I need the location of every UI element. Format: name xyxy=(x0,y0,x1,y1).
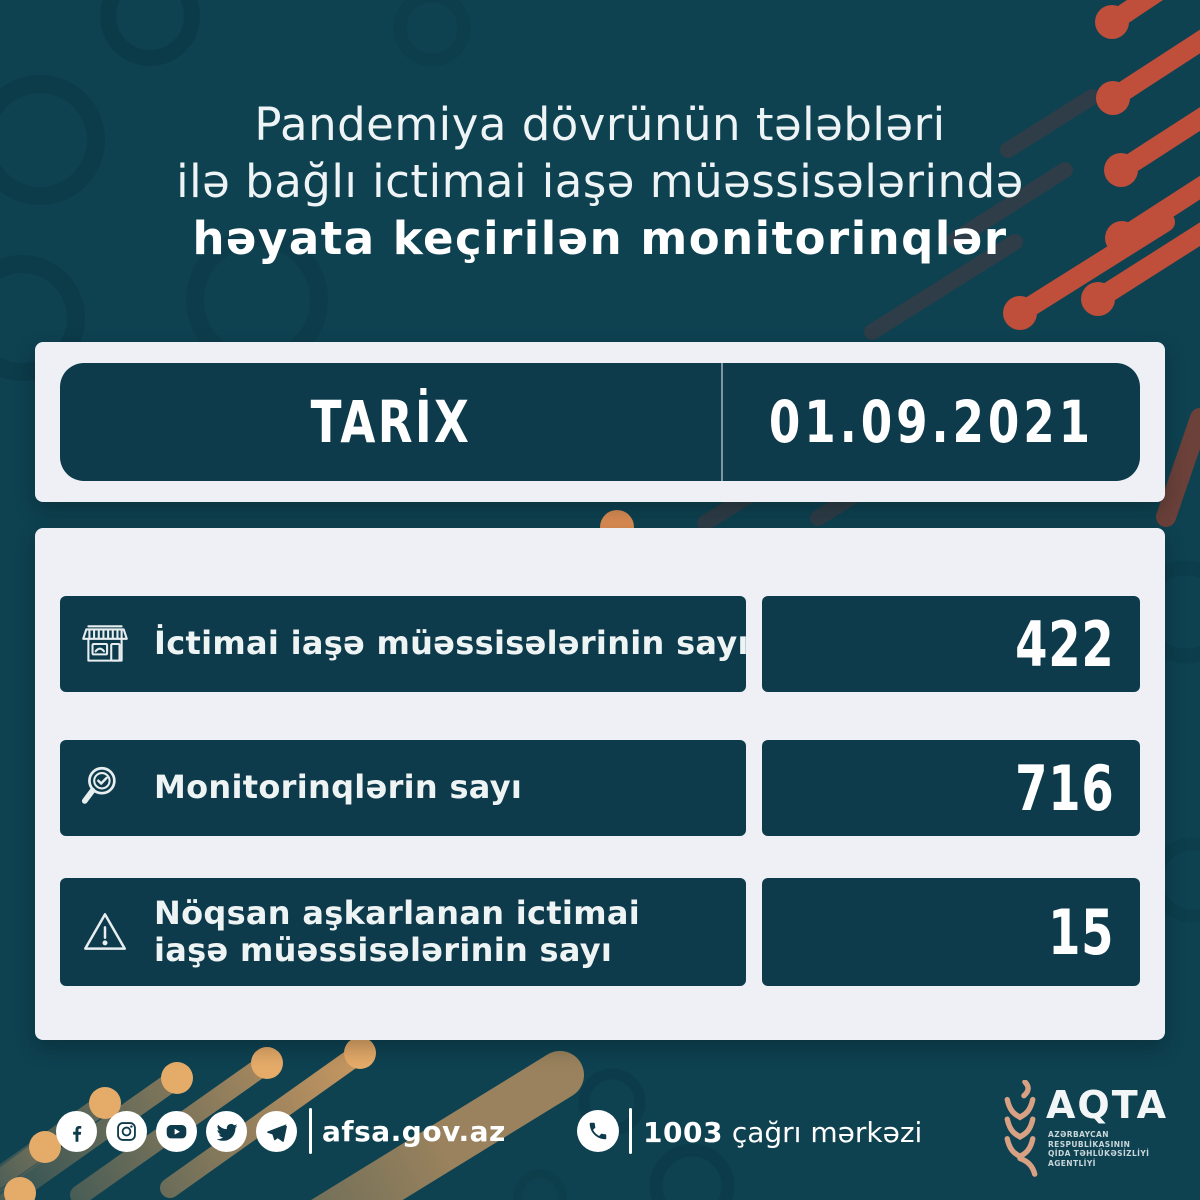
title-line-3: həyata keçirilən monitorinqlər xyxy=(192,212,1008,265)
stat-row-establishments xyxy=(60,596,1140,692)
call-center xyxy=(643,1116,922,1149)
website-link[interactable]: afsa.gov.az xyxy=(322,1115,506,1148)
stat-label: Monitorinqlərin sayı xyxy=(154,768,523,807)
title-line-2: ilə bağlı ictimai iaşə müəssisələrində xyxy=(176,155,1024,208)
stat-row-violations xyxy=(60,878,1140,986)
stat-value: 716 xyxy=(1014,751,1114,825)
footer-divider xyxy=(309,1108,312,1154)
aqta-org-name: AZƏRBAYCAN RESPUBLİKASININ QİDA TƏHLÜKƏSİZLİYİ AGENTLİYİ xyxy=(1048,1130,1150,1168)
footer-divider xyxy=(629,1108,632,1154)
title-line-1: Pandemiya dövrünün tələbləri xyxy=(254,98,946,151)
stat-label: İctimai iaşə müəssisələrinin sayı xyxy=(154,624,749,663)
storefront-icon xyxy=(78,617,132,671)
stat-label-box xyxy=(60,596,749,692)
date-card-panel xyxy=(60,363,1140,481)
stats-card xyxy=(35,528,1165,1040)
date-label: TARİX xyxy=(310,388,471,456)
instagram-icon[interactable] xyxy=(106,1111,147,1152)
stat-row-monitorings xyxy=(60,740,1140,836)
social-links xyxy=(56,1111,297,1152)
date-card xyxy=(35,342,1165,502)
warning-triangle-icon xyxy=(78,905,132,959)
stat-value: 422 xyxy=(1014,607,1114,681)
facebook-icon[interactable] xyxy=(56,1111,97,1152)
stat-label: Nöqsan aşkarlanan ictimai iaşə müəssisələrinin sayı xyxy=(154,894,640,969)
telegram-icon[interactable] xyxy=(256,1111,297,1152)
aqta-logo xyxy=(1000,1080,1180,1184)
aqta-wordmark: AQTA xyxy=(1046,1083,1169,1127)
wheat-icon xyxy=(1000,1080,1040,1178)
phone-icon xyxy=(577,1110,619,1152)
poster-title xyxy=(0,96,1200,267)
stat-value-box xyxy=(762,878,1140,986)
magnifier-check-icon xyxy=(78,761,132,815)
stat-label-box xyxy=(60,740,746,836)
stat-value: 15 xyxy=(1047,895,1114,969)
date-value: 01.09.2021 xyxy=(768,388,1095,456)
date-label-cell xyxy=(60,363,723,481)
call-label: çağrı mərkəzi xyxy=(731,1116,923,1149)
stat-value-box xyxy=(762,740,1140,836)
youtube-icon[interactable] xyxy=(156,1111,197,1152)
date-value-cell xyxy=(723,363,1140,481)
stat-value-box xyxy=(762,596,1140,692)
stat-label-box xyxy=(60,878,746,986)
twitter-icon[interactable] xyxy=(206,1111,247,1152)
call-number: 1003 xyxy=(643,1116,723,1149)
